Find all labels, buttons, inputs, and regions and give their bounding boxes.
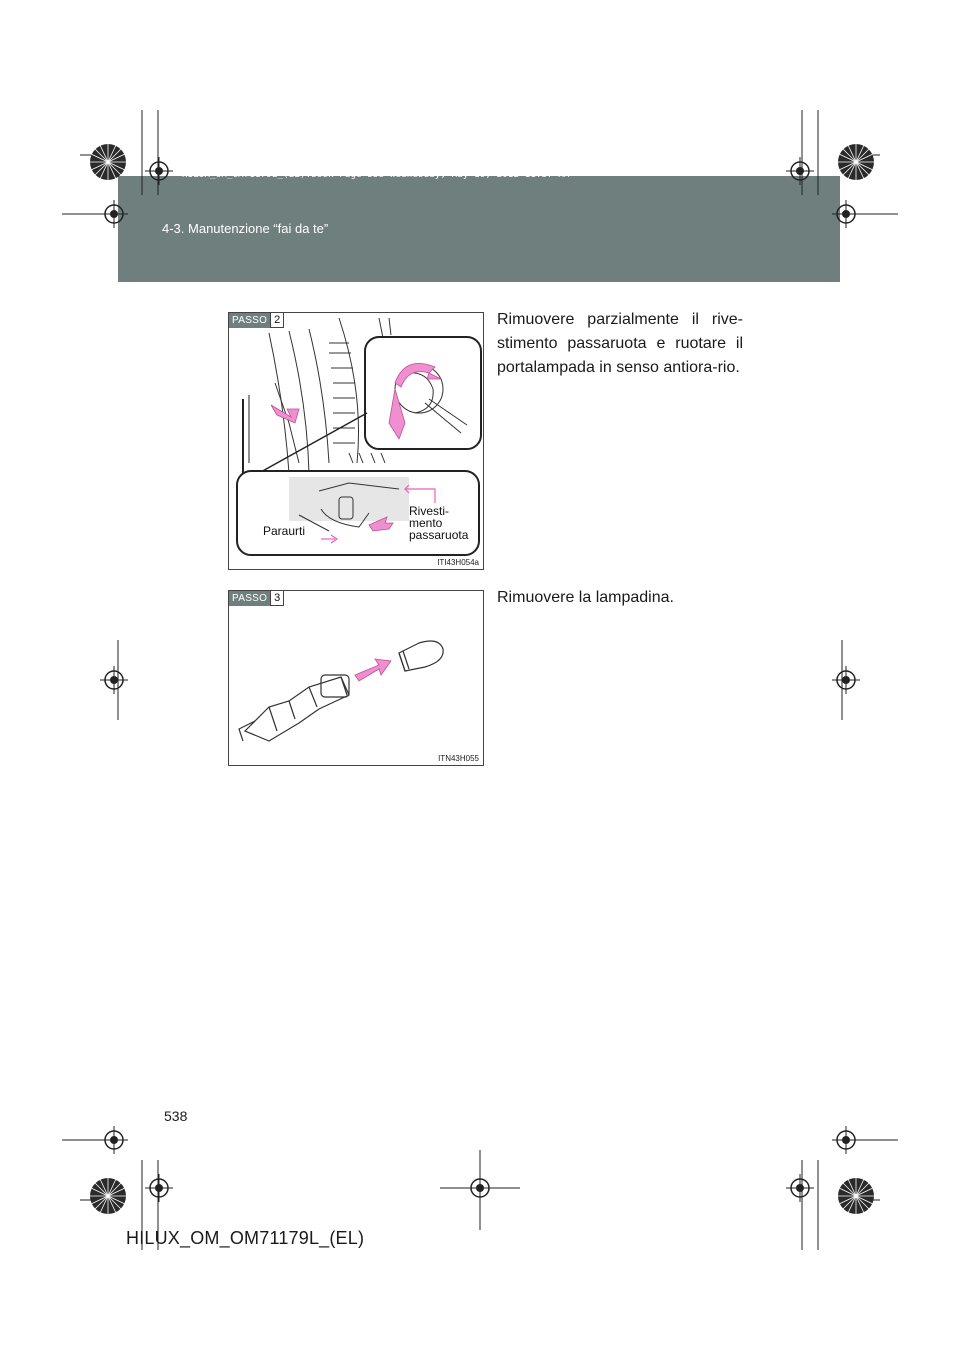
registration-mark <box>832 200 860 228</box>
registration-mark <box>786 1174 814 1202</box>
registration-mark <box>145 157 173 185</box>
step-3-figure <box>228 590 484 766</box>
step-2-instruction: Rimuovere parzialmente il rive-stimento passaruota e ruotare il portalampada in senso antiora-rio. <box>497 311 743 376</box>
step-3-instruction: Rimuovere la lampadina. <box>497 589 674 606</box>
starburst-mark <box>88 142 128 182</box>
registration-mark <box>832 1126 860 1154</box>
figure-code: ITI43H054a <box>437 558 479 567</box>
registration-mark <box>100 666 128 694</box>
step-badge-number: 3 <box>270 591 284 606</box>
footer-document-id: HILUX_OM_OM71179L_(EL) <box>126 1228 365 1248</box>
starburst-mark <box>88 1176 128 1216</box>
section-title: 4-3. Manutenzione “fai da te” <box>162 221 329 236</box>
registration-mark <box>100 1126 128 1154</box>
step-badge <box>229 313 284 328</box>
step-2-figure <box>228 312 484 570</box>
callout-bumper: Paraurti <box>263 524 306 538</box>
registration-mark <box>786 157 814 185</box>
step-badge-number: 2 <box>270 313 284 328</box>
registration-mark <box>466 1174 494 1202</box>
step-badge <box>229 591 284 606</box>
registration-mark <box>145 1174 173 1202</box>
callout-trim-line: Rivesti- <box>409 504 450 518</box>
starburst-mark <box>836 142 876 182</box>
step-badge-word: PASSO <box>229 591 270 606</box>
callout-trim-line: passaruota <box>409 528 469 542</box>
callout-wheel-trim <box>409 505 484 541</box>
bulb-removal-illustration <box>229 591 483 765</box>
starburst-mark <box>836 1176 876 1216</box>
registration-mark <box>100 200 128 228</box>
figure-code: ITN43H055 <box>438 754 479 763</box>
registration-mark <box>832 666 860 694</box>
page-number: 538 <box>164 1108 188 1124</box>
step-badge-word: PASSO <box>229 313 270 328</box>
callout-trim-line: mento <box>409 516 443 530</box>
file-stamp: HILUX_OM_OM71179L_(EL).book Page 538 Wednesday, May 16, 2012 11:37 AM <box>182 170 570 180</box>
